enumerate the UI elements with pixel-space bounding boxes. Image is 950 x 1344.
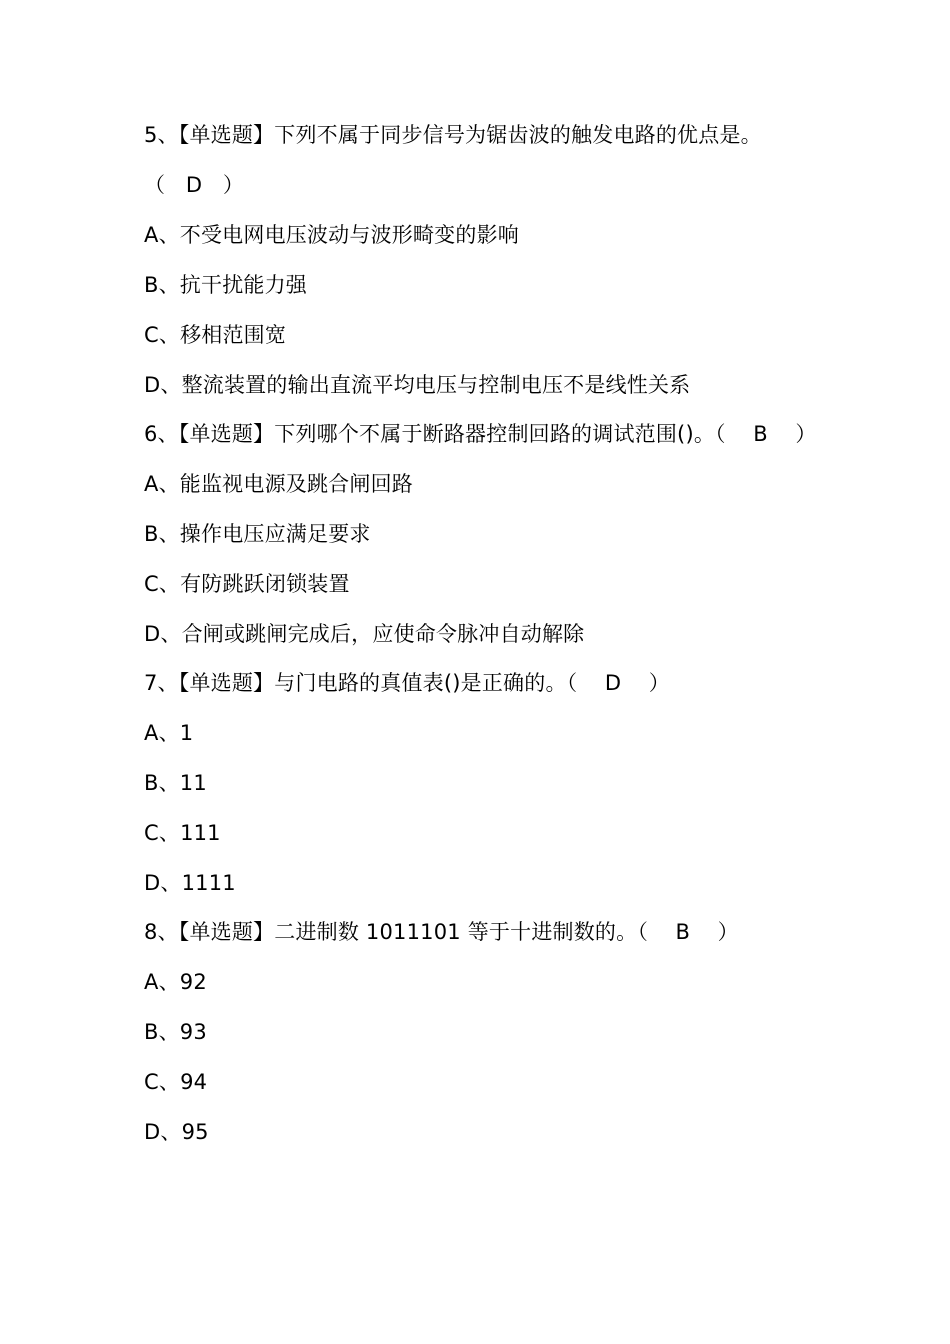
- question-5-answer: （ D ）: [144, 173, 245, 197]
- question-5-option-b: B、抗干扰能力强: [144, 273, 308, 297]
- question-5-option-a: A、不受电网电压波动与波形畸变的影响: [144, 223, 519, 247]
- question-5-option-c: C、移相范围宽: [144, 323, 287, 347]
- question-7-option-b: B、11: [144, 771, 207, 795]
- question-7-stem: 7、【单选题】与门电路的真值表()是正确的。（ D ）: [144, 671, 670, 695]
- question-8-option-d: D、95: [144, 1120, 209, 1144]
- question-6-option-d: D、合闸或跳闸完成后，应使命令脉冲自动解除: [144, 622, 585, 646]
- question-7-option-a: A、1: [144, 721, 194, 745]
- question-8-option-c: C、94: [144, 1070, 208, 1094]
- question-5-stem: 5、【单选题】下列不属于同步信号为锯齿波的触发电路的优点是。: [144, 123, 762, 147]
- question-8-option-a: A、92: [144, 970, 207, 994]
- question-6-stem: 6、【单选题】下列哪个不属于断路器控制回路的调试范围()。（ B ）: [144, 422, 817, 446]
- question-7-option-c: C、111: [144, 821, 221, 845]
- question-6-option-a: A、能监视电源及跳合闸回路: [144, 472, 413, 496]
- question-6-option-b: B、操作电压应满足要求: [144, 522, 371, 546]
- question-7-option-d: D、1111: [144, 871, 236, 895]
- question-8-stem: 8、【单选题】二进制数 1011101 等于十进制数的。（ B ）: [144, 920, 739, 944]
- question-5-option-d: D、整流装置的输出直流平均电压与控制电压不是线性关系: [144, 373, 691, 397]
- question-6-option-c: C、有防跳跃闭锁装置: [144, 572, 350, 596]
- question-8-option-b: B、93: [144, 1020, 207, 1044]
